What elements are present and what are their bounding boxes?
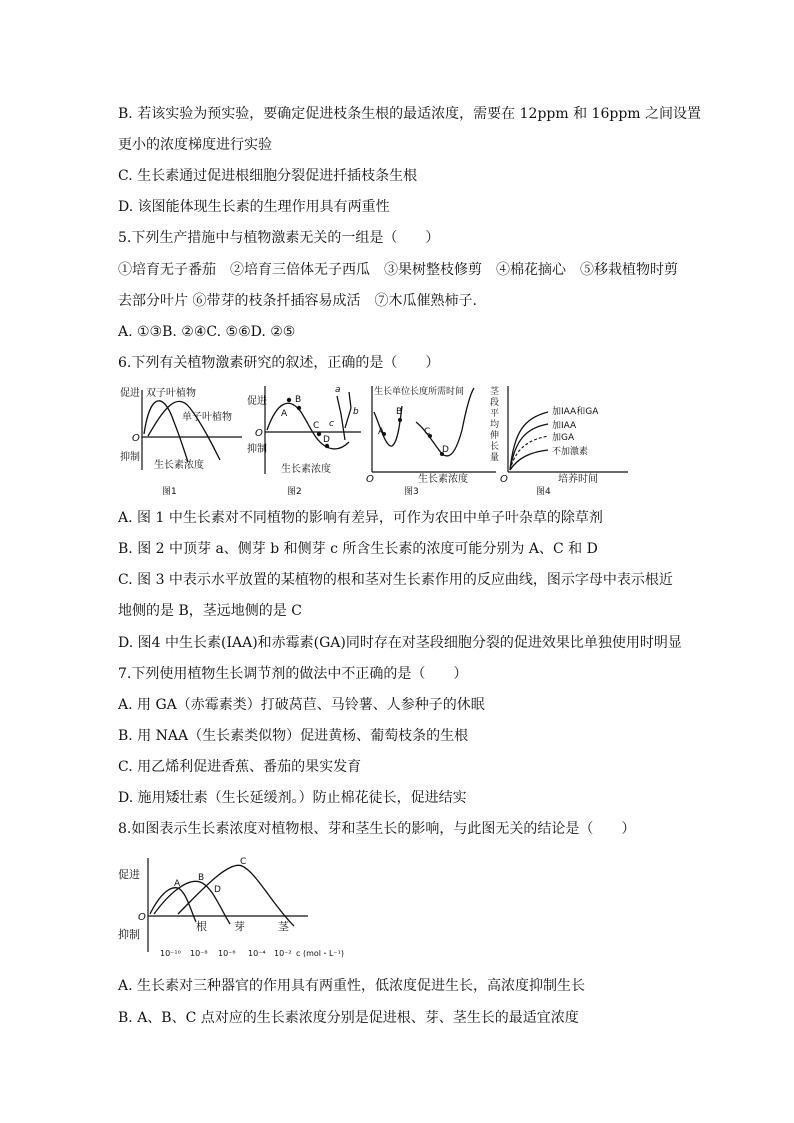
q8-figure [118, 852, 363, 962]
fig2-point-c: C [313, 421, 320, 431]
fig3-origin: O [366, 474, 374, 485]
fig4-series-none [510, 450, 548, 470]
q8-ylabel-top: 促进 [118, 868, 140, 881]
fig4-ylabel [490, 385, 500, 463]
q8-point-d: D [214, 885, 221, 895]
q8-point-c: C [240, 857, 247, 867]
q5-stem: 5.下列生产措施中与植物激素无关的一组是（ ） [118, 230, 440, 246]
q6-figure-3 [366, 382, 498, 498]
fig3-point-d: D [442, 445, 449, 455]
q8-label-bud: 芽 [234, 920, 245, 933]
fig2-point-d: D [323, 435, 330, 445]
q5-items-line1: ①培育无子番茄 ②培育三倍体无子西瓜 ③果树整枝修剪 ④棉花摘心 ⑤移栽植物时剪 [118, 262, 678, 278]
q6-option-c-line1: C. 图 3 中表示水平放置的某植物的根和茎对生长素作用的反应曲线，图示字母中表示根近 [118, 572, 673, 588]
fig3-point-c: C [424, 427, 431, 437]
fig4-xlabel: 培养时间 [558, 474, 598, 485]
fig4-legend-ga: 加GA [552, 433, 575, 443]
q6-stem: 6.下列有关植物激素研究的叙述，正确的是（ ） [118, 355, 440, 371]
fig4-legend-iaa: 加IAA [552, 421, 577, 431]
fig2-point-b: B [295, 395, 302, 405]
q7-option-a: A. 用 GA（赤霉素类）打破莴苣、马铃薯、人参种子的休眠 [118, 697, 485, 713]
q8-ylabel-bottom: 抑制 [118, 928, 140, 941]
q8-unit: c (mol・L⁻¹) [296, 949, 344, 958]
q8-tick: 10⁻² [274, 949, 292, 958]
fig4-series-iaa-ga [510, 412, 548, 470]
fig4-legend-iaa-ga: 加IAA和GA [552, 407, 599, 417]
q8-tick: 10⁻⁶ [218, 949, 236, 958]
fig1-caption: 图1 [162, 487, 177, 497]
q6-option-c-line2: 地侧的是 B，茎远地侧的是 C [118, 603, 302, 619]
q7-stem: 7.下列使用植物生长调节剂的做法中不正确的是（ ） [118, 666, 468, 682]
fig4-ylabel-char: 量 [490, 453, 500, 463]
fig3-caption: 图3 [404, 487, 419, 497]
fig4-ylabel-char: 段 [490, 398, 500, 408]
q8-tick: 10⁻⁴ [248, 949, 266, 958]
q6-option-d: D. 图4 中生长素(IAA)和赤霉素(GA)同时存在对茎段细胞分裂的促进效果比单独使用时明显 [118, 635, 682, 651]
q6-figure-2 [245, 382, 365, 498]
fig1-dicot-label: 双子叶植物 [146, 388, 196, 399]
fig2-ylabel-top: 促进 [247, 396, 267, 407]
fig4-caption: 图4 [536, 487, 551, 497]
q8-stem: 8.如图表示生长素浓度对植物根、芽和茎生长的影响，与此图无关的结论是（ ） [118, 821, 636, 837]
fig2-label-b: b [353, 407, 359, 417]
q4-option-c: C. 生长素通过促进根细胞分裂促进扦插枝条生根 [118, 168, 418, 184]
fig3-point-a: A [378, 427, 385, 437]
fig4-ylabel-char: 均 [490, 420, 500, 430]
fig4-ylabel-char: 平 [490, 409, 500, 419]
fig4-legend-none: 不加激素 [552, 447, 589, 457]
q8-label-root: 根 [196, 920, 207, 933]
q8-label-stem: 茎 [278, 920, 289, 933]
fig3-xlabel: 生长素浓度 [418, 474, 468, 485]
stem-curve [178, 865, 294, 926]
fig1-ylabel-bottom: 抑制 [120, 452, 140, 463]
q8-point-b: B [198, 873, 205, 883]
q7-option-c: C. 用乙烯利促进香蕉、番茄的果实发育 [118, 759, 362, 775]
fig2-xlabel: 生长素浓度 [281, 464, 331, 475]
q6-figure-1 [118, 382, 246, 498]
q8-origin: O [138, 912, 146, 923]
fig2-caption: 图2 [287, 487, 302, 497]
q8-option-b: B. A、B、C 点对应的生长素浓度分别是促进根、芽、茎生长的最适宜浓度 [118, 1010, 579, 1026]
fig1-monocot-label: 单子叶植物 [182, 412, 232, 423]
fig3-point-b: B [396, 407, 403, 417]
fig2-point-a: A [281, 409, 288, 419]
fig3-ylabel: 生长单位长度所需时间 [374, 387, 465, 397]
fig2-label-a: a [335, 385, 341, 395]
q6-option-a: A. 图 1 中生长素对不同植物的影响有差异，可作为农田中单子叶杂草的除草剂 [118, 510, 603, 526]
q8-tick: 10⁻¹⁰ [160, 949, 181, 958]
q6-option-b: B. 图 2 中顶芽 a、侧芽 b 和侧芽 c 所含生长素的浓度可能分别为 A、C 和 D [118, 541, 598, 557]
fig1-origin: O [132, 433, 140, 444]
q6-figure-4 [488, 382, 633, 498]
fig2-label-c: c [329, 419, 334, 429]
q4-option-b-line2: 更小的浓度梯度进行实验 [118, 137, 272, 153]
q8-point-a: A [174, 879, 181, 889]
fig1-ylabel-top: 促进 [120, 388, 140, 399]
q5-items-line2: 去部分叶片 ⑥带芽的枝条扦插容易成活 ⑦木瓜催熟柿子. [118, 293, 477, 309]
fig2-origin: O [255, 428, 263, 439]
q7-option-d: D. 施用矮壮素（生长延缓剂。）防止棉花徒长，促进结实 [118, 790, 467, 806]
fig4-ylabel-char: 茎 [490, 387, 500, 397]
fig4-origin: O [500, 474, 508, 485]
q8-tick: 10⁻⁸ [190, 949, 208, 958]
q8-option-a: A. 生长素对三种器官的作用具有两重性，低浓度促进生长，高浓度抑制生长 [118, 978, 586, 994]
fig1-xlabel: 生长素浓度 [154, 460, 204, 471]
fig4-ylabel-char: 长 [490, 442, 500, 452]
q5-options: A. ①③B. ②④C. ⑤⑥D. ②⑤ [118, 324, 296, 340]
q4-option-d: D. 该图能体现生长素的生理作用具有两重性 [118, 199, 390, 215]
fig4-ylabel-char: 伸 [490, 431, 500, 441]
q7-option-b: B. 用 NAA（生长素类似物）促进黄杨、葡萄枝条的生根 [118, 728, 469, 744]
q4-option-b-line1: B. 若该实验为预实验，要确定促进枝条生根的最适浓度，需要在 12ppm 和 16ppm 之间设置 [118, 106, 702, 122]
fig2-ylabel-bottom: 抑制 [247, 444, 267, 455]
